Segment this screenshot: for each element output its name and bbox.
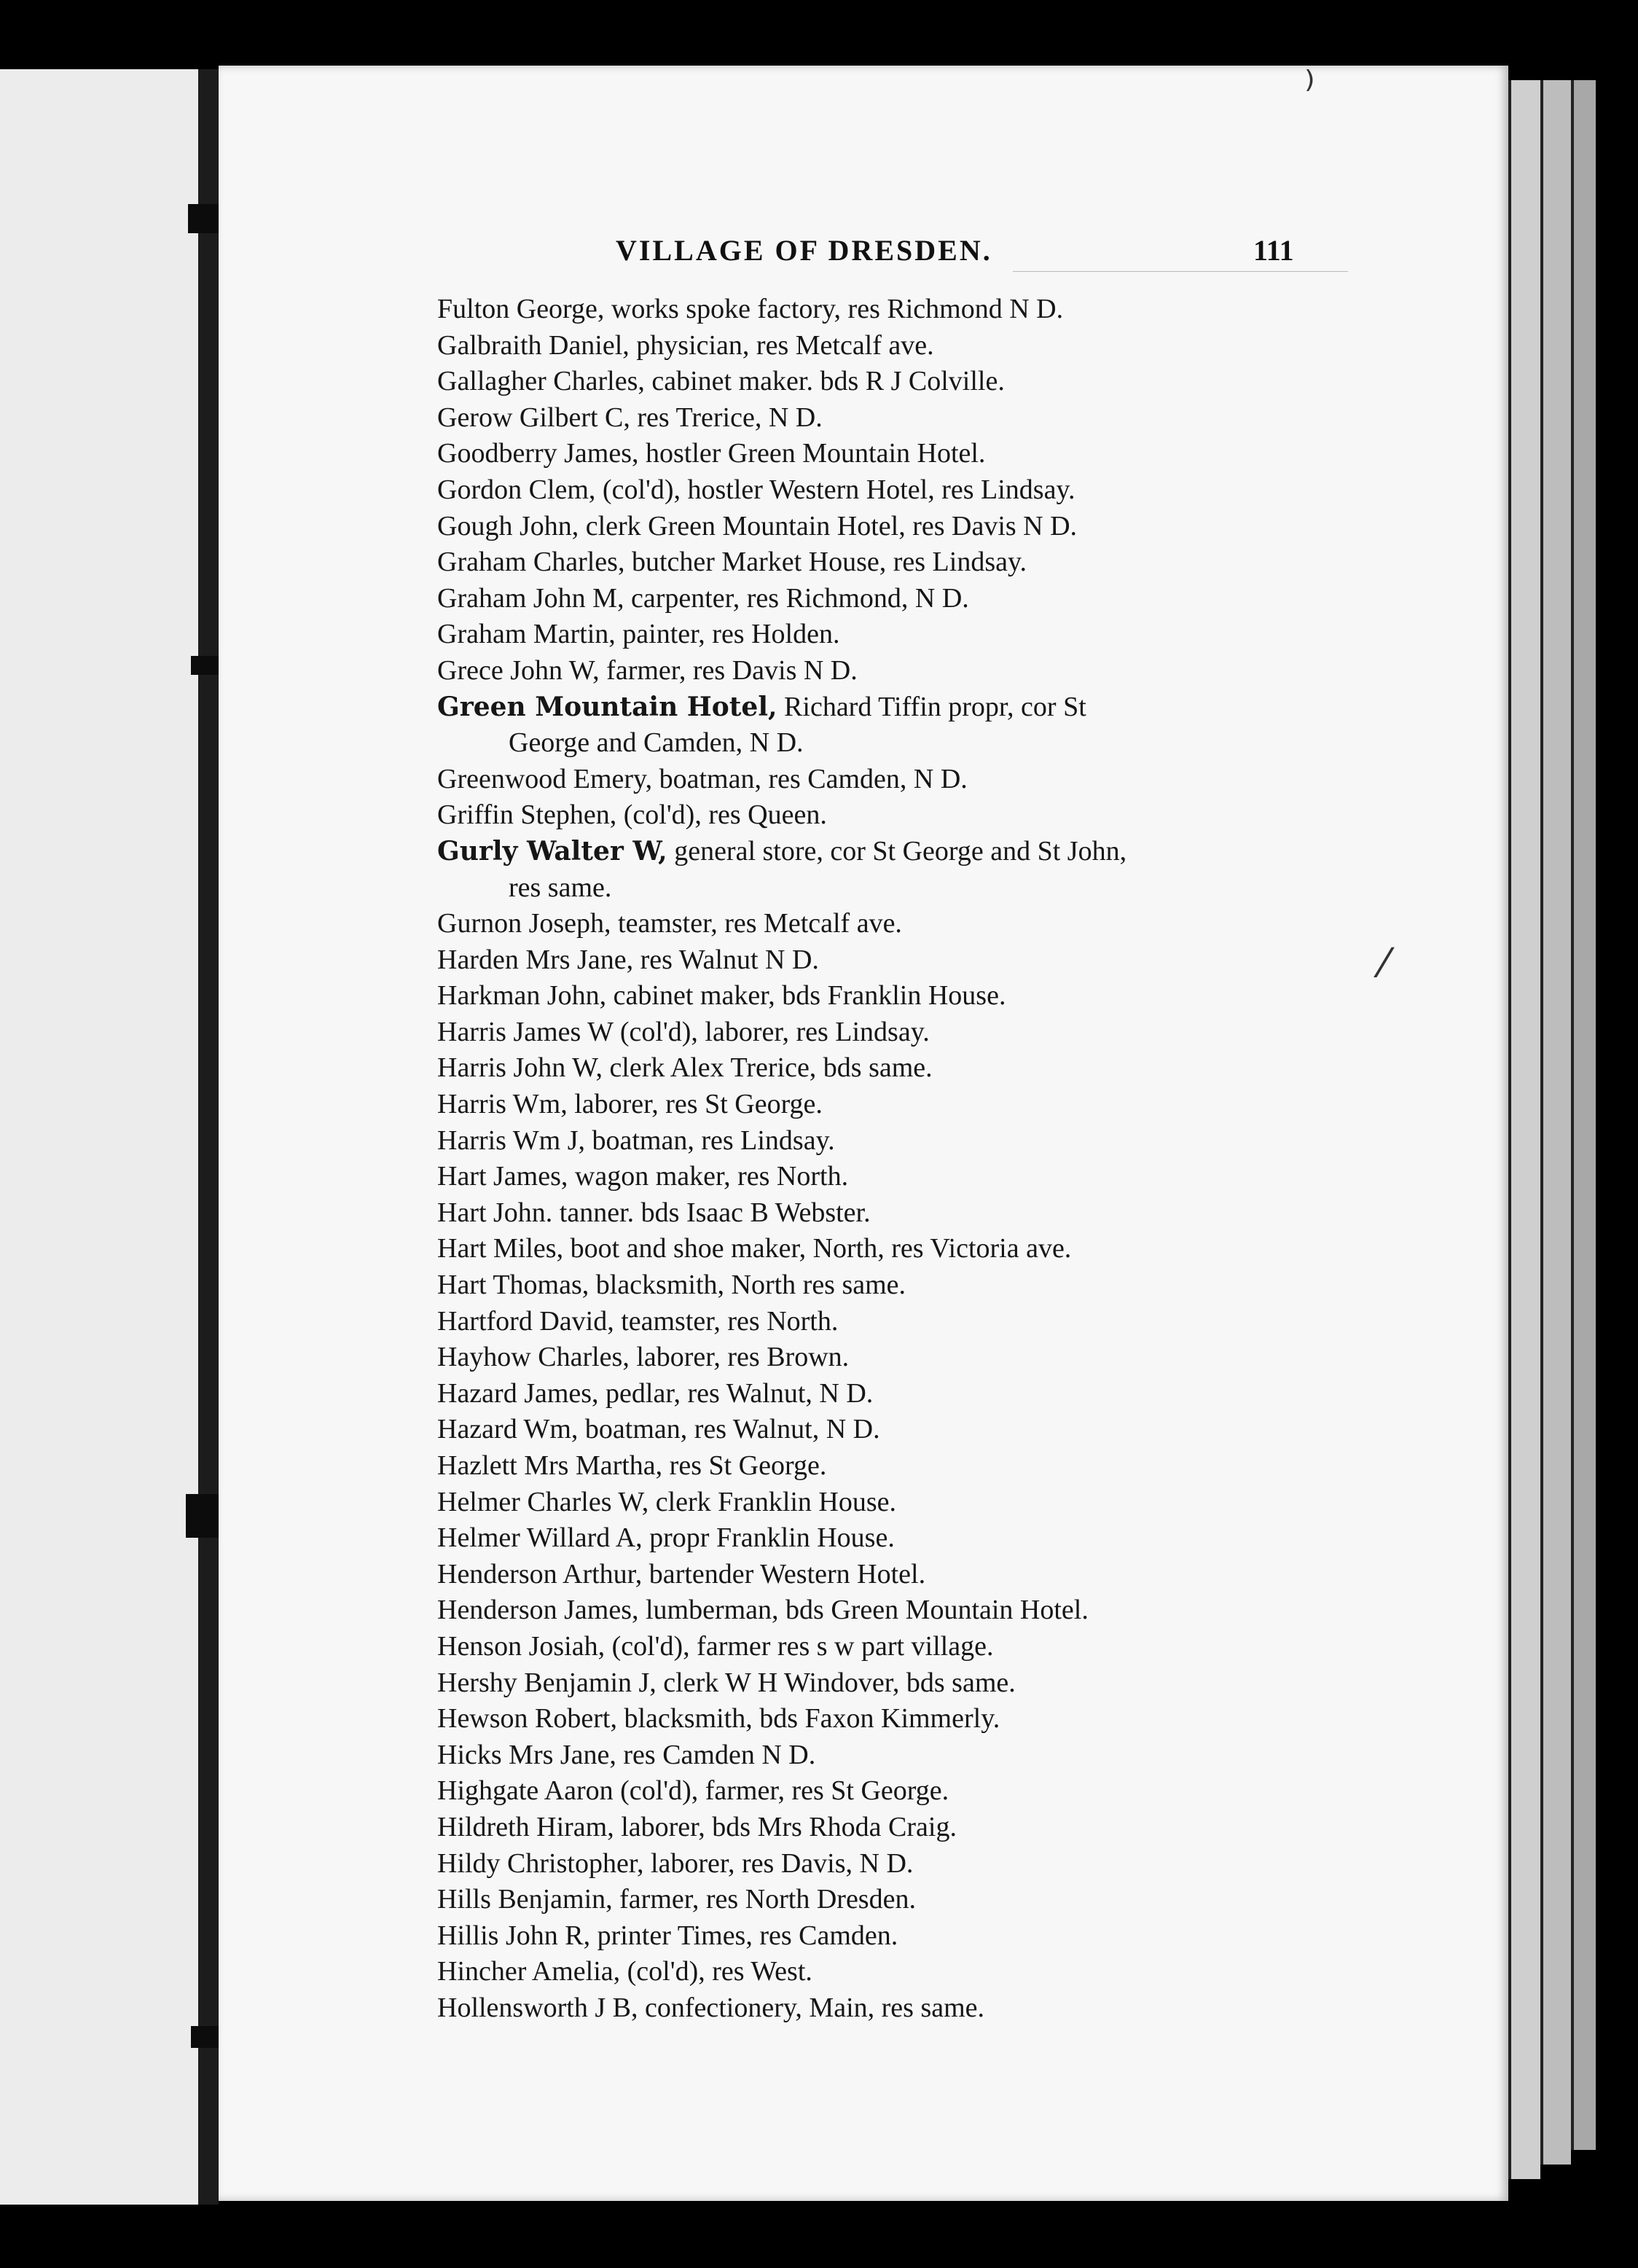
directory-entry-continuation: [437, 725, 1326, 762]
directory-entry: [437, 1448, 1326, 1485]
entry-text: Highgate Aaron (col'd), farmer, res St George.: [437, 1775, 949, 1807]
entry-text: Richard Tiffin propr, cor St: [777, 691, 1086, 722]
entry-text: Hart John. tanner. bds Isaac B Webster.: [437, 1197, 871, 1228]
directory-entry: [437, 1195, 1326, 1232]
entry-text: Graham Charles, butcher Market House, res Lindsay.: [437, 547, 1027, 578]
entry-text: Harris John W, clerk Alex Trerice, bds same.: [437, 1052, 933, 1084]
directory-entry: [437, 689, 1326, 726]
entry-text: Hills Benjamin, farmer, res North Dresden.: [437, 1884, 916, 1915]
directory-entry: [437, 1520, 1326, 1557]
entry-text: Helmer Willard A, propr Franklin House.: [437, 1522, 895, 1554]
entry-text: Harden Mrs Jane, res Walnut N D.: [437, 944, 819, 975]
entry-text: Henderson James, lumberman, bds Green Mountain Hotel.: [437, 1595, 1089, 1626]
entry-text: Hillis John R, printer Times, res Camden.: [437, 1920, 898, 1951]
entry-text: Hart Thomas, blacksmith, North res same.: [437, 1270, 906, 1301]
directory-entry: [437, 292, 1326, 328]
directory-entry: [437, 1485, 1326, 1521]
directory-entry: [437, 1340, 1326, 1376]
entry-text: Gough John, clerk Green Mountain Hotel, res Davis N D.: [437, 510, 1078, 541]
directory-entry: [437, 1050, 1326, 1087]
entry-text: Harris Wm, laborer, res St George.: [437, 1089, 823, 1120]
entry-text: Hildreth Hiram, laborer, bds Mrs Rhoda Craig.: [437, 1811, 957, 1842]
directory-entry: [437, 1918, 1326, 1955]
running-title: VILLAGE OF DRESDEN.: [616, 234, 992, 267]
entry-text: Hazlett Mrs Martha, res St George.: [437, 1450, 827, 1481]
directory-entry: [437, 942, 1326, 979]
entry-text: Gerow Gilbert C, res Trerice, N D.: [437, 402, 823, 433]
page-edge: [1540, 80, 1571, 2165]
gutter-shadow: [191, 656, 220, 675]
entry-text: Gurnon Joseph, teamster, res Metcalf ave.: [437, 908, 902, 939]
entry-text: Graham Martin, painter, res Holden.: [437, 619, 840, 650]
gutter-shadow: [191, 2026, 220, 2048]
entry-text: Gordon Clem, (col'd), hostler Western Hotel, res Lindsay.: [437, 474, 1075, 505]
entry-text: Greenwood Emery, boatman, res Camden, N D.: [437, 763, 968, 794]
directory-entry: [437, 906, 1326, 942]
directory-entry: [437, 1629, 1326, 1665]
entry-text: Hicks Mrs Jane, res Camden N D.: [437, 1739, 816, 1770]
directory-entry: [437, 1014, 1326, 1051]
directory-entry: [437, 834, 1326, 870]
directory-entry: [437, 400, 1326, 437]
directory-entry: [437, 544, 1326, 581]
directory-entries: [437, 292, 1326, 2027]
entry-text: Hildy Christopher, laborer, res Davis, N D.: [437, 1847, 914, 1879]
entry-text: Harkman John, cabinet maker, bds Franklin House.: [437, 980, 1006, 1012]
entry-text: Hazard Wm, boatman, res Walnut, N D.: [437, 1414, 880, 1445]
left-page-edge: [0, 69, 219, 2205]
directory-entry: [437, 509, 1326, 545]
directory-entry: [437, 1123, 1326, 1160]
directory-entry: [437, 1412, 1326, 1448]
entry-text: Hayhow Charles, laborer, res Brown.: [437, 1342, 850, 1373]
directory-entry: [437, 797, 1326, 834]
entry-text: Harris James W (col'd), laborer, res Lindsay.: [437, 1016, 930, 1047]
entry-bold-name: Green Mountain Hotel,: [437, 691, 777, 722]
directory-entry: [437, 1304, 1326, 1340]
entry-text: Henson Josiah, (col'd), farmer res s w part village.: [437, 1630, 994, 1662]
entry-text: Henderson Arthur, bartender Western Hotel.: [437, 1558, 926, 1589]
directory-entry: [437, 1882, 1326, 1918]
directory-entry: [437, 1737, 1326, 1774]
entry-text: Graham John M, carpenter, res Richmond, N D.: [437, 582, 969, 614]
directory-entry: [437, 1954, 1326, 1990]
directory-entry: [437, 1267, 1326, 1304]
directory-entry: [437, 1376, 1326, 1412]
page-gutter: [198, 69, 219, 2205]
pencil-mark: ⁄: [1381, 940, 1388, 986]
entry-text: Galbraith Daniel, physician, res Metcalf ave.: [437, 329, 934, 361]
directory-entry: [437, 328, 1326, 364]
entry-text: res same.: [509, 872, 612, 903]
entry-text: Helmer Charles W, clerk Franklin House.: [437, 1486, 897, 1517]
entry-text: Hart James, wagon maker, res North.: [437, 1161, 849, 1192]
directory-entry: [437, 1701, 1326, 1737]
directory-entry: [437, 1087, 1326, 1123]
directory-entry: [437, 364, 1326, 400]
entry-text: Gallagher Charles, cabinet maker. bds R J Colville.: [437, 366, 1005, 397]
pencil-mark: ⁾: [1304, 62, 1315, 113]
directory-entry: [437, 1557, 1326, 1593]
entry-text: Hazard James, pedlar, res Walnut, N D.: [437, 1377, 874, 1409]
entry-text: Griffin Stephen, (col'd), res Queen.: [437, 799, 827, 831]
entry-text: Hartford David, teamster, res North.: [437, 1305, 839, 1337]
entry-text: George and Camden, N D.: [509, 727, 804, 759]
entry-text: Hincher Amelia, (col'd), res West.: [437, 1956, 812, 1987]
page-edge: [1571, 80, 1596, 2150]
directory-entry: [437, 1665, 1326, 1702]
entry-text: Hershy Benjamin J, clerk W H Windover, bds same.: [437, 1667, 1016, 1698]
directory-entry: [437, 1159, 1326, 1195]
directory-entry: [437, 1990, 1326, 2027]
directory-entry: [437, 1231, 1326, 1267]
page-number: 111: [1253, 234, 1294, 267]
entry-text: Hart Miles, boot and shoe maker, North, res Victoria ave.: [437, 1233, 1072, 1264]
directory-entry: [437, 617, 1326, 653]
directory-entry: [437, 1592, 1326, 1629]
directory-entry: [437, 436, 1326, 472]
entry-text: Hewson Robert, blacksmith, bds Faxon Kimmerly.: [437, 1703, 1000, 1735]
entry-text: Grece John W, farmer, res Davis N D.: [437, 654, 858, 686]
directory-entry: [437, 978, 1326, 1014]
page-header: [616, 233, 1344, 270]
directory-entry: [437, 1810, 1326, 1846]
entry-text: Hollensworth J B, confectionery, Main, res same.: [437, 1992, 985, 2023]
directory-entry: [437, 472, 1326, 509]
entry-text: Harris Wm J, boatman, res Lindsay.: [437, 1125, 835, 1156]
entry-bold-name: Gurly Walter W,: [437, 835, 667, 867]
directory-entry: [437, 653, 1326, 689]
entry-text: general store, cor St George and St John,: [667, 835, 1127, 867]
directory-entry: [437, 762, 1326, 798]
page-edge: [1508, 80, 1540, 2179]
directory-entry: [437, 581, 1326, 617]
directory-entry: [437, 1846, 1326, 1882]
directory-entry: [437, 1773, 1326, 1810]
entry-text: Goodberry James, hostler Green Mountain Hotel.: [437, 438, 986, 469]
entry-text: Fulton George, works spoke factory, res Richmond N D.: [437, 294, 1064, 324]
header-rule: [1013, 271, 1348, 272]
directory-entry-continuation: [437, 870, 1326, 907]
